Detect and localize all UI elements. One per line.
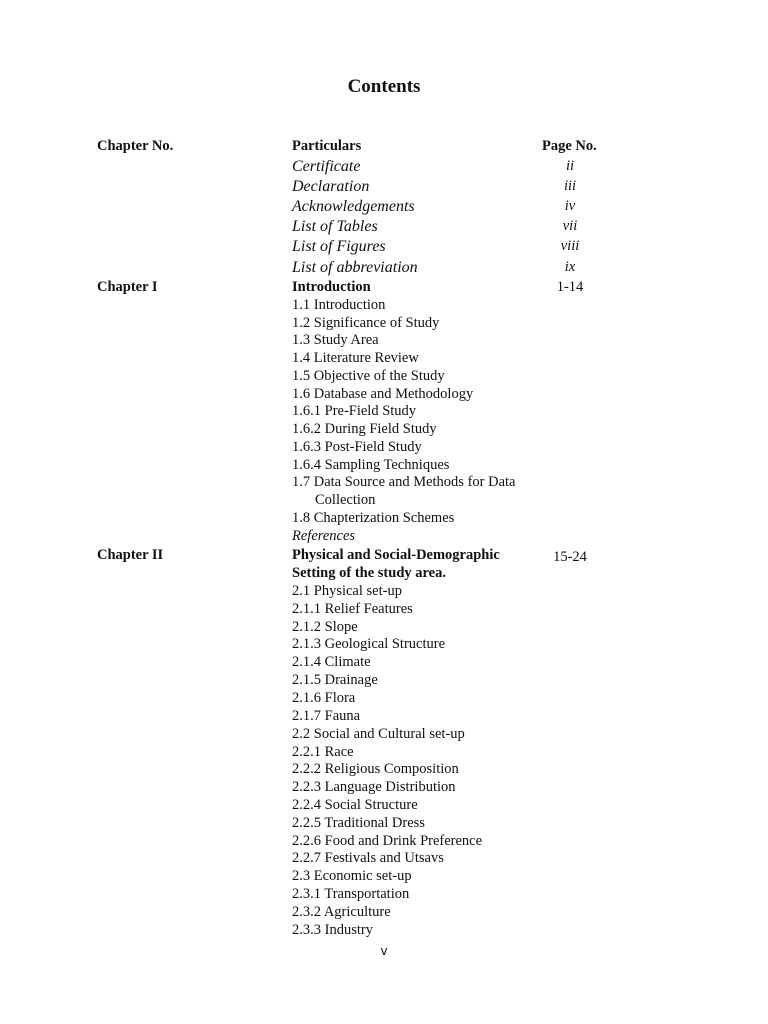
toc-item: 2.2.7 Festivals and Utsavs	[292, 850, 444, 866]
chapter-1-title: Introduction	[292, 279, 371, 295]
toc-item: 1.8 Chapterization Schemes	[292, 510, 455, 526]
toc-entry-acknowledgements: Acknowledgements	[292, 198, 415, 215]
toc-entry-list-of-abbreviation: List of abbreviation	[292, 259, 418, 276]
toc-item: 2.2.5 Traditional Dress	[292, 815, 425, 831]
toc-item: 2.2.4 Social Structure	[292, 797, 418, 813]
toc-entry-list-of-tables: List of Tables	[292, 218, 378, 235]
toc-item: 2.3 Economic set-up	[292, 868, 412, 884]
toc-item: 1.6 Database and Methodology	[292, 386, 474, 402]
toc-entry-list-of-figures: List of Figures	[292, 238, 386, 255]
chapter-1-label: Chapter I	[97, 279, 158, 295]
toc-item: 1.6.3 Post-Field Study	[292, 439, 422, 455]
toc-item: 1.7 Data Source and Methods for Data	[292, 474, 516, 490]
toc-page-declaration: iii	[563, 178, 577, 194]
toc-item: 1.4 Literature Review	[292, 350, 419, 366]
page-title: Contents	[347, 76, 421, 97]
page-number-footer: v	[380, 944, 388, 958]
toc-item: 2.3.3 Industry	[292, 922, 373, 938]
toc-item: 2.1.5 Drainage	[292, 672, 378, 688]
toc-item: 2.1.6 Flora	[292, 690, 356, 706]
header-page-no: Page No.	[542, 138, 597, 154]
header-particulars: Particulars	[292, 138, 362, 154]
toc-entry-declaration: Declaration	[292, 178, 370, 195]
toc-page-acknowledgements: iv	[564, 198, 576, 214]
toc-item: 1.5 Objective of the Study	[292, 368, 445, 384]
toc-item: 1.2 Significance of Study	[292, 315, 440, 331]
toc-item: 1.6.1 Pre-Field Study	[292, 403, 417, 419]
toc-item: 2.1.3 Geological Structure	[292, 636, 446, 652]
toc-item: 1.6.2 During Field Study	[292, 421, 437, 437]
chapter-2-title-line-2: Setting of the study area.	[292, 565, 446, 581]
toc-page-list-of-abbreviation: ix	[564, 259, 576, 275]
toc-item: 2.2.3 Language Distribution	[292, 779, 456, 795]
toc-page-list-of-tables: vii	[562, 218, 578, 234]
chapter-2-label: Chapter II	[97, 547, 164, 563]
toc-item-continuation: Collection	[315, 492, 376, 508]
toc-item: 1.1 Introduction	[292, 297, 386, 313]
toc-item: 2.2.1 Race	[292, 744, 354, 760]
toc-item: 2.1.2 Slope	[292, 619, 358, 635]
toc-item: 2.2.6 Food and Drink Preference	[292, 833, 483, 849]
toc-item: 1.6.4 Sampling Techniques	[292, 457, 450, 473]
toc-page-list-of-figures: viii	[560, 238, 580, 254]
toc-item-references: References	[292, 528, 356, 544]
toc-entry-certificate: Certificate	[292, 158, 361, 175]
toc-item: 2.2.2 Religious Composition	[292, 761, 459, 777]
chapter-2-pages: 15-24	[553, 549, 587, 565]
toc-page-certificate: ii	[565, 158, 575, 174]
toc-item: 2.3.2 Agriculture	[292, 904, 391, 920]
toc-item: 2.1.4 Climate	[292, 654, 371, 670]
toc-item: 2.1 Physical set-up	[292, 583, 402, 599]
chapter-2-title-line-1: Physical and Social-Demographic	[292, 547, 500, 563]
toc-item: 2.1.7 Fauna	[292, 708, 361, 724]
header-chapter-no: Chapter No.	[97, 138, 174, 154]
toc-item: 2.1.1 Relief Features	[292, 601, 413, 617]
toc-item: 1.3 Study Area	[292, 332, 379, 348]
chapter-1-pages: 1-14	[556, 279, 584, 295]
toc-item: 2.3.1 Transportation	[292, 886, 410, 902]
toc-item: 2.2 Social and Cultural set-up	[292, 726, 465, 742]
